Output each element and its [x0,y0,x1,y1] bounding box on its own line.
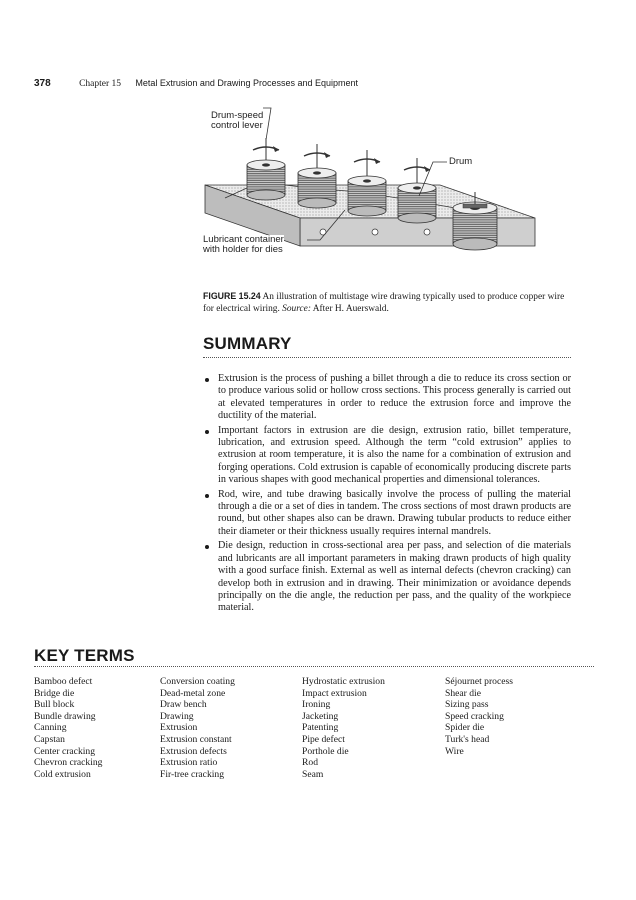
drum-1 [247,160,285,200]
label-drum: Drum [449,156,473,167]
chapter-title: Metal Extrusion and Drawing Processes and Equipment [135,78,359,88]
key-terms-column [34,676,160,780]
key-term: Fir-tree cracking [160,768,224,780]
key-terms-rule [34,666,594,667]
key-term: Spider die [445,722,485,734]
key-term: Speed cracking [445,710,504,722]
key-term: Bundle drawing [34,710,96,722]
key-term: Bamboo defect [34,676,93,687]
label-drum-speed-line2: control lever [211,120,263,131]
summary-bullet: Rod, wire, and tube drawing basically involve the process of pulling the material through a die or a set of dies in tandem. The cross sections of most drawn products are round, but other shapes also can be drawn. Drawing tubular products to reduce either their diameter or their thickness usually requires internal mandrels. [203,489,571,539]
label-lubricant-container [203,235,284,255]
key-term: Turk's head [445,733,490,745]
summary-bullet: Extrusion is the process of pushing a billet through a die to reduce its cross section or to produce various solid or hollow cross sections. This process generally is carried out at elevated temperatures in order to reduce the extrusion force and improve the ductility of the material. [203,373,571,423]
figure-source-label: Source: [282,304,311,314]
key-term: Cold extrusion [34,768,91,780]
key-term: Pipe defect [302,733,345,745]
key-terms-column [160,676,302,780]
key-term: Dead-metal zone [160,687,226,699]
key-term: Bridge die [34,687,75,699]
drum-4 [398,183,436,223]
drum-2 [298,168,336,208]
summary-bullet: Die design, reduction in cross-sectional area per pass, and selection of die materials and lubricants are all important parameters in making drawn products of high quality with a good surface finish. External as well as internal defects (chevron cracking) can develop both in extrusion and in drawing. Their minimization or avoidance depends principally on the die angle, the reduction per pass, and the quality of the workpiece material. [203,540,571,614]
key-terms-column [302,676,445,780]
key-term: Rod [302,757,318,769]
figure-caption [203,290,573,315]
key-terms-heading: KEY TERMS [34,646,135,665]
key-term: Hydrostatic extrusion [302,676,385,687]
page-header [34,78,616,89]
key-term: Patenting [302,722,339,734]
summary-rule [203,357,571,358]
key-term: Wire [445,745,464,757]
key-term: Seam [302,768,324,780]
key-term: Extrusion ratio [160,757,218,769]
key-term: Capstan [34,733,65,745]
key-term: Sizing pass [445,699,489,711]
label-drum-speed [211,111,263,131]
key-term: Jacketing [302,710,339,722]
key-term: Center cracking [34,745,95,757]
key-term: Shear die [445,687,481,699]
summary-list [203,373,571,617]
key-terms-grid [34,676,594,780]
key-term: Porthole die [302,745,349,757]
page-number: 378 [34,78,51,89]
label-lubricant-line2: with holder for dies [203,244,283,255]
figure-number: FIGURE 15.24 [203,291,261,301]
figure-source: After H. Auerswald. [312,304,389,314]
figure-multistage-wire-drawing [195,100,540,285]
key-term: Conversion coating [160,676,235,687]
key-term: Impact extrusion [302,687,367,699]
key-term: Bull block [34,699,75,711]
key-term: Extrusion [160,722,198,734]
key-term: Canning [34,722,67,734]
chapter-label: Chapter 15 [79,79,122,89]
key-term: Extrusion defects [160,745,227,757]
drum-3 [348,176,386,216]
key-term: Draw bench [160,699,207,711]
summary-heading: SUMMARY [203,334,292,353]
summary-bullet: Important factors in extrusion are die design, extrusion ratio, billet temperature, lubrication, and extrusion speed. Although the term “cold extrusion” applies to extrusion at room temperature, it is also the name for a combination of extrusion and forging operations. Cold extrusion is capable of economically producing discrete parts in various shapes with good mechanical properties and dimensional tolerances. [203,425,571,487]
label-drum-speed-line1: Drum-speed [211,110,264,121]
key-term: Drawing [160,710,194,722]
label-lubricant-line1: Lubricant container [203,234,284,245]
key-term: Chevron cracking [34,757,103,769]
key-term: Ironing [302,699,331,711]
key-term: Extrusion constant [160,733,232,745]
figure-caption-text: An illustration of multistage wire drawing typically used to produce copper wire for electrical wiring. [203,292,565,314]
key-terms-column [445,676,565,780]
key-term: Séjournet process [445,676,513,687]
